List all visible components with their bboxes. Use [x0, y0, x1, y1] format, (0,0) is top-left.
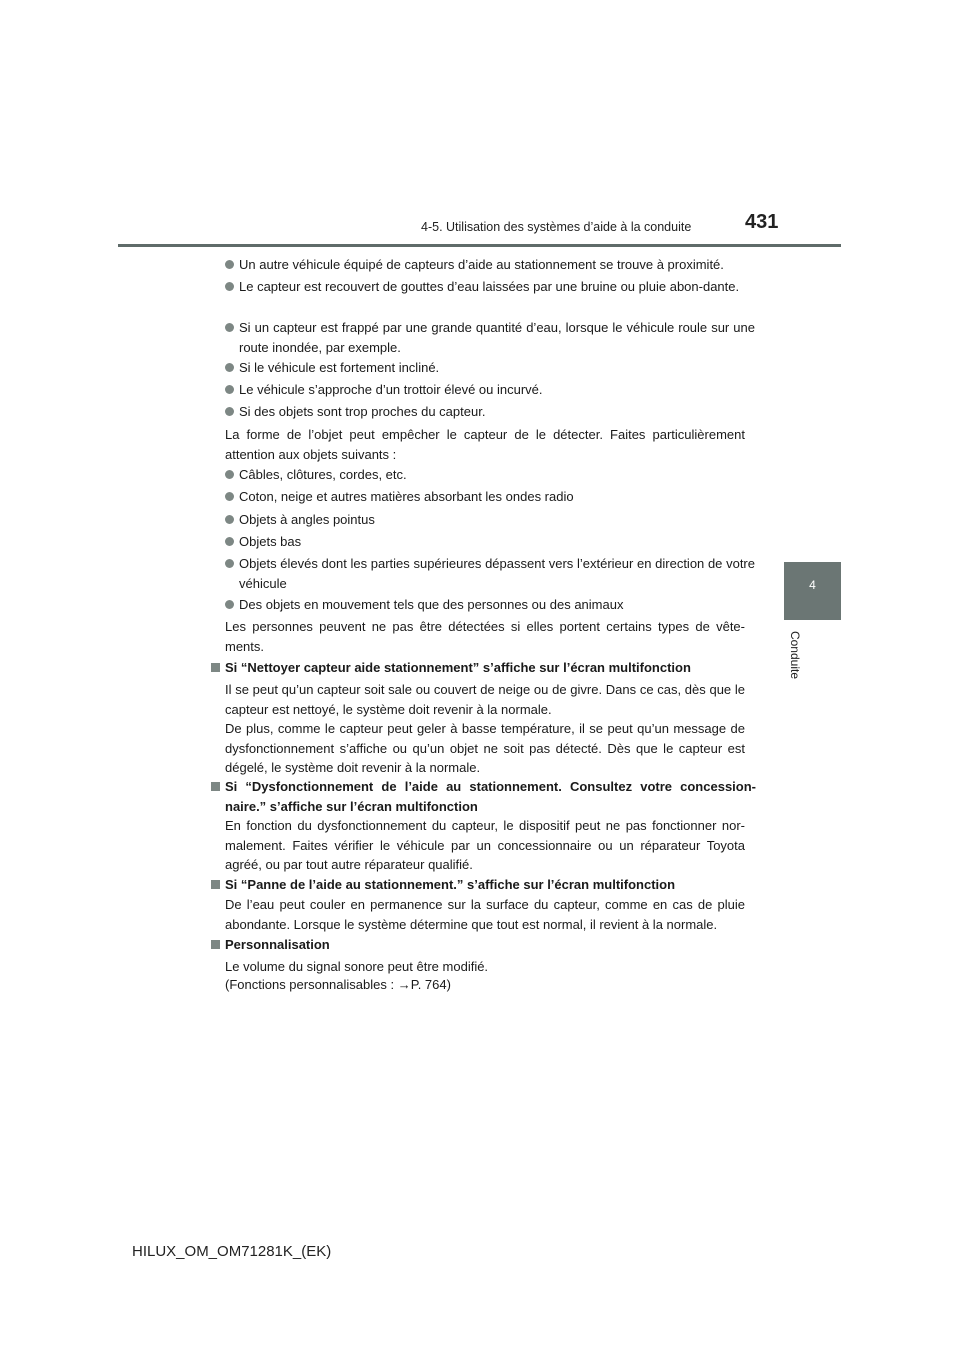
- circle-bullet-icon: [225, 282, 234, 291]
- square-bullet-icon: [211, 940, 220, 949]
- section-heading-malfunction: Si “Dysfonctionnement de l’aide au stationnement. Consultez votre concession-naire.” s’affiche sur l’écran multifonction: [211, 777, 756, 816]
- circle-bullet-icon: [225, 492, 234, 501]
- circle-bullet-icon: [225, 600, 234, 609]
- chapter-tab[interactable]: [784, 562, 841, 620]
- circle-bullet-icon: [225, 385, 234, 394]
- section-heading-clean: Si “Nettoyer capteur aide stationnement” s’affiche sur l’écran multifonction: [211, 658, 756, 678]
- page-number: 431: [745, 211, 779, 233]
- list-item: Le véhicule s’approche d’un trottoir élevé ou incurvé.: [225, 380, 755, 400]
- list-item: Un autre véhicule équipé de capteurs d’aide au stationnement se trouve à proximité.: [225, 255, 755, 275]
- paragraph-clean-1: Il se peut qu’un capteur soit sale ou couvert de neige ou de givre. Dans ce cas, dès que le capteur est nettoyé, le système doit revenir à la normale.: [225, 682, 745, 717]
- circle-bullet-icon: [225, 470, 234, 479]
- circle-bullet-icon: [225, 407, 234, 416]
- list-item: Le capteur est recouvert de gouttes d’eau laissées par une bruine ou pluie abon-dante.: [225, 277, 755, 297]
- section-title: 4-5. Utilisation des systèmes d’aide à la conduite: [421, 220, 692, 234]
- header-divider: [118, 244, 841, 247]
- paragraph-shape: La forme de l’objet peut empêcher le capteur de le détecter. Faites particulièrement attention aux objets suivants :: [225, 427, 745, 462]
- list-item: Si le véhicule est fortement incliné.: [225, 358, 755, 378]
- document-code: HILUX_OM_OM71281K_(EK): [132, 1243, 332, 1260]
- list-item: Objets à angles pointus: [225, 510, 755, 530]
- circle-bullet-icon: [225, 260, 234, 269]
- section-heading-failure: Si “Panne de l’aide au stationnement.” s’affiche sur l’écran multifonction: [211, 875, 756, 895]
- section-heading-personalisation: Personnalisation: [211, 935, 756, 955]
- paragraph-personalisation-1: Le volume du signal sonore peut être modifié.: [225, 959, 489, 974]
- circle-bullet-icon: [225, 537, 234, 546]
- list-item: Des objets en mouvement tels que des personnes ou des animaux: [225, 595, 755, 615]
- paragraph-clothing: Les personnes peuvent ne pas être détectées si elles portent certains types de vête-ments.: [225, 619, 745, 654]
- circle-bullet-icon: [225, 363, 234, 372]
- list-item: Objets bas: [225, 532, 755, 552]
- circle-bullet-icon: [225, 515, 234, 524]
- square-bullet-icon: [211, 880, 220, 889]
- paragraph-personalisation-2[interactable]: (Fonctions personnalisables : →P. 764): [225, 977, 451, 992]
- list-item: Câbles, clôtures, cordes, etc.: [225, 465, 755, 485]
- circle-bullet-icon: [225, 323, 234, 332]
- circle-bullet-icon: [225, 559, 234, 568]
- chapter-label: Conduite: [788, 630, 802, 680]
- list-item: Si des objets sont trop proches du capteur.: [225, 402, 755, 422]
- square-bullet-icon: [211, 663, 220, 672]
- paragraph-malfunction: En fonction du dysfonctionnement du capteur, le dispositif peut ne pas fonctionner nor-malement. Faites vérifier le véhicule par un concessionnaire ou un réparateur Toyota agréé, ou par tout autre réparateur qualifié.: [225, 818, 745, 872]
- paragraph-failure: De l’eau peut couler en permanence sur la surface du capteur, comme en cas de pluie abondante. Lorsque le système détermine que tout est normal, il revient à la normale.: [225, 897, 745, 932]
- list-item: Si un capteur est frappé par une grande quantité d’eau, lorsque le véhicule roule sur une route inondée, par exemple.: [225, 318, 755, 357]
- list-item: Objets élevés dont les parties supérieures dépassent vers l’extérieur en direction de votre véhicule: [225, 554, 755, 593]
- paragraph-clean-2: De plus, comme le capteur peut geler à basse température, il se peut qu’un message de dysfonctionnement s’affiche ou qu’un objet ne soit pas détecté. Dès que le capteur est dégelé, le système doit revenir à la normale.: [225, 721, 745, 775]
- chapter-number: 4: [809, 578, 816, 592]
- square-bullet-icon: [211, 782, 220, 791]
- list-item: Coton, neige et autres matières absorbant les ondes radio: [225, 487, 755, 507]
